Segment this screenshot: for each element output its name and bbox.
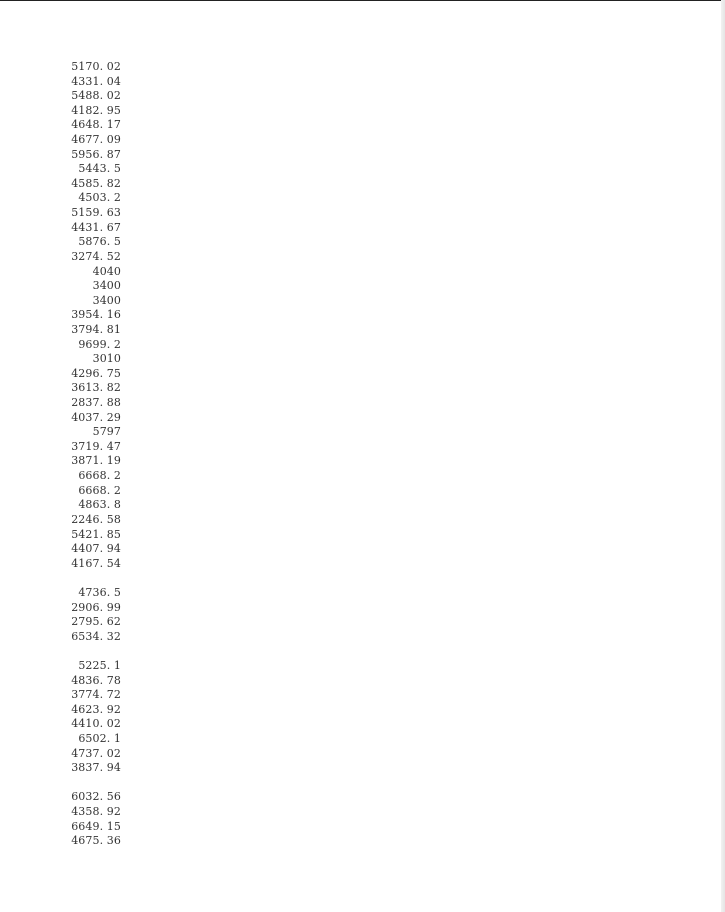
- number-cell: 5956. 87: [71, 147, 121, 161]
- number-cell: 4863. 8: [78, 498, 121, 512]
- number-cell: 4167. 54: [71, 556, 121, 570]
- number-cell: 4040: [92, 264, 121, 278]
- number-cell: 4677. 09: [71, 133, 121, 147]
- number-cell: 4737. 02: [71, 746, 121, 760]
- blank-row: [60, 571, 121, 586]
- number-cell: 6502. 1: [78, 732, 121, 746]
- number-cell: 4736. 5: [78, 585, 121, 599]
- blank-row: [60, 776, 121, 791]
- number-cell: 3871. 19: [71, 454, 121, 468]
- number-cell: 3837. 94: [71, 761, 121, 775]
- number-cell: 5488. 02: [71, 89, 121, 103]
- number-cell: 6534. 32: [71, 629, 121, 643]
- number-cell: 5443. 5: [78, 162, 121, 176]
- number-cell: 4296. 75: [71, 366, 121, 380]
- number-cell: 4037. 29: [71, 410, 121, 424]
- number-cell: 4331. 04: [71, 74, 121, 88]
- number-cell: 5797: [92, 425, 121, 439]
- number-cell: 3954. 16: [71, 308, 121, 322]
- number-cell: 3794. 81: [71, 322, 121, 336]
- number-column: [60, 60, 121, 849]
- number-cell: 4431. 67: [71, 220, 121, 234]
- number-cell: 3400: [92, 293, 121, 307]
- number-cell: 9699. 2: [78, 337, 121, 351]
- number-cell: 6032. 56: [71, 790, 121, 804]
- number-cell: 5170. 02: [71, 60, 121, 73]
- number-cell: 3613. 82: [71, 381, 121, 395]
- number-cell: 4836. 78: [71, 673, 121, 687]
- number-cell: 5225. 1: [78, 658, 121, 672]
- number-cell: 4410. 02: [71, 717, 121, 731]
- number-cell: 4503. 2: [78, 191, 121, 205]
- blank-row: [60, 644, 121, 659]
- number-cell: 6668. 2: [78, 483, 121, 497]
- page-right-edge: [721, 0, 725, 912]
- number-cell: 3774. 72: [71, 688, 121, 702]
- number-cell: 4407. 94: [71, 542, 121, 556]
- number-cell: 2246. 58: [71, 512, 121, 526]
- number-cell: 4358. 92: [71, 805, 121, 819]
- number-cell: 4648. 17: [71, 118, 121, 132]
- number-cell: 2795. 62: [71, 615, 121, 629]
- number-cell: 4623. 92: [71, 702, 121, 716]
- number-cell: 2906. 99: [71, 600, 121, 614]
- number-cell: 3010: [92, 352, 121, 366]
- number-cell: 4182. 95: [71, 103, 121, 117]
- number-cell: 3274. 52: [71, 249, 121, 263]
- number-cell: 5421. 85: [71, 527, 121, 541]
- number-cell: 5876. 5: [78, 235, 121, 249]
- number-cell: 3719. 47: [71, 439, 121, 453]
- number-cell: 6649. 15: [71, 819, 121, 833]
- number-cell: 5159. 63: [71, 206, 121, 220]
- number-cell: 6668. 2: [78, 469, 121, 483]
- number-cell: 3400: [92, 279, 121, 293]
- number-cell: 4585. 82: [71, 176, 121, 190]
- page-top-border: [0, 0, 725, 1]
- number-cell: 4675. 36: [71, 834, 121, 848]
- number-cell: 2837. 88: [71, 396, 121, 410]
